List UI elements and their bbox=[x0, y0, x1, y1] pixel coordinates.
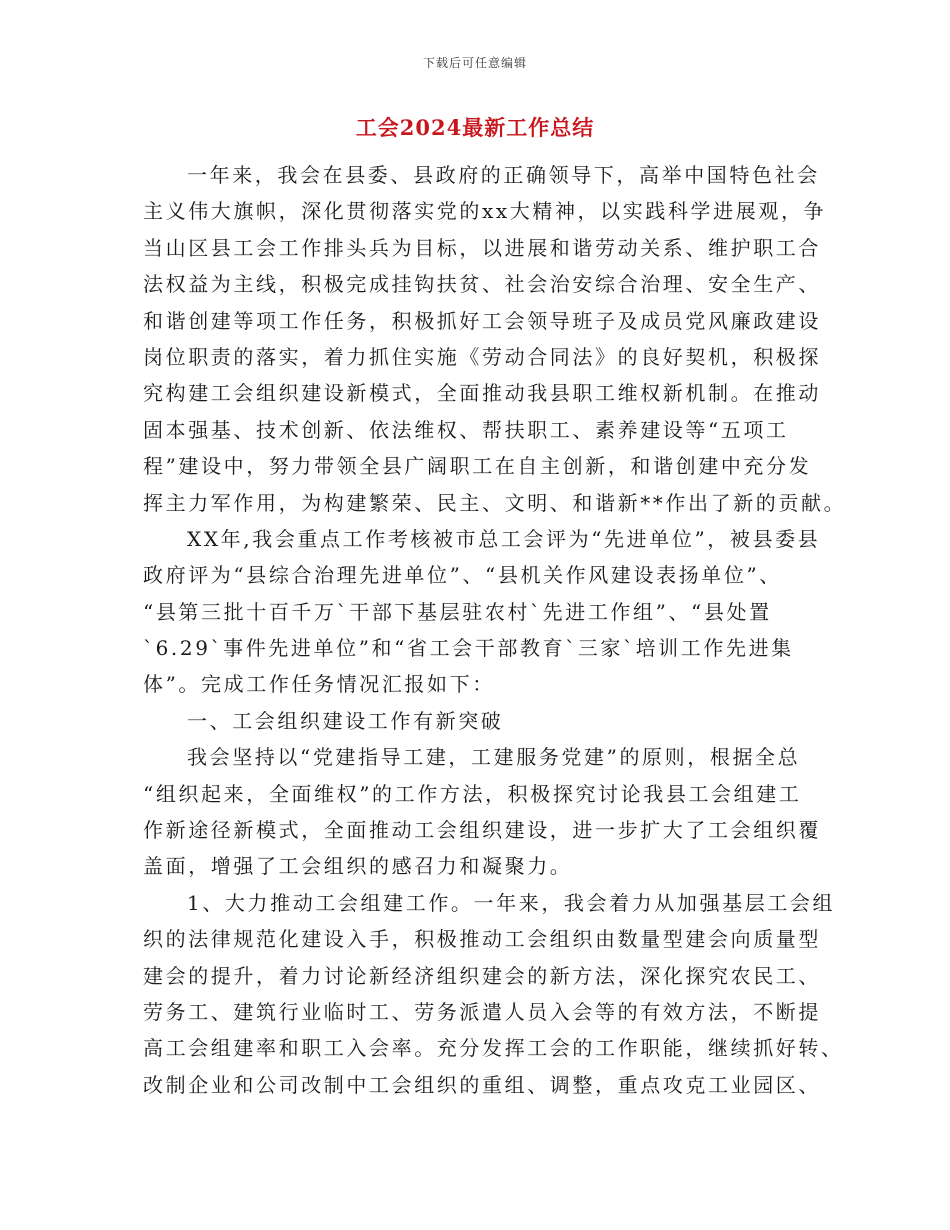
body-line: 一年来，我会在县委、县政府的正确领导下，高举中国特色社会 bbox=[187, 163, 820, 187]
body-line: 程”建设中，努力带领全县广阔职工在自主创新，和谐创建中充分发 bbox=[143, 454, 812, 479]
body-line: 岗位职责的落实，着力抓住实施《劳动合同法》的良好契机，积极探 bbox=[143, 344, 821, 369]
body-line: XX年,我会重点工作考核被市总工会评为“先进单位”，被县委县 bbox=[187, 526, 821, 551]
body-line: “组织起来，全面维权”的工作方法，积极探究讨论我县工会组建工 bbox=[143, 781, 802, 806]
body-line: 织的法律规范化建设入手，积极推动工会组织由数量型建会向质量型 bbox=[143, 927, 821, 952]
body-line: 作新途径新模式，全面推动工会组织建设，进一步扩大了工会组织覆 bbox=[143, 818, 821, 843]
body-line: 劳务工、建筑行业临时工、劳务派遣人员入会等的有效方法，不断提 bbox=[143, 999, 821, 1024]
body-line: 盖面，增强了工会组织的感召力和凝聚力。 bbox=[143, 854, 573, 879]
body-line: 当山区县工会工作排头兵为目标，以进展和谐劳动关系、维护职工合 bbox=[143, 235, 821, 260]
body-line: 究构建工会组织建设新模式，全面推动我县职工维权新机制。在推动 bbox=[143, 381, 821, 406]
body-line: 体”。完成工作任务情况汇报如下： bbox=[143, 672, 495, 697]
body-line: 高工会组建率和职工入会率。充分发挥工会的工作职能，继续抓好转、 bbox=[143, 1036, 844, 1061]
body-line: “县第三批十百千万`干部下基层驻农村`先进工作组”、“县处置 bbox=[143, 599, 772, 624]
body-line: 法权益为主线，积极完成挂钩扶贫、社会治安综合治理、安全生产、 bbox=[143, 272, 821, 297]
body-line: 我会坚持以“党建指导工建，工建服务党建”的原则，根据全总 bbox=[187, 745, 801, 770]
body-line: 建会的提升，着力讨论新经济组织建会的新方法，深化探究农民工、 bbox=[143, 963, 821, 988]
body-line: 主义伟大旗帜，深化贯彻落实党的xx大精神，以实践科学进展观，争 bbox=[143, 199, 827, 224]
body-line: 一、工会组织建设工作有新突破 bbox=[187, 708, 504, 733]
body-line: 挥主力军作用，为构建繁荣、民主、文明、和谐新**作出了新的贡献。 bbox=[143, 490, 847, 515]
body-line: `6.29`事件先进单位”和“省工会干部教育`三家`培训工作先进集 bbox=[143, 636, 794, 661]
document-title: 工会2024最新工作总结 bbox=[355, 115, 595, 140]
body-line: 1、大力推动工会组建工作。一年来，我会着力从加强基层工会组 bbox=[187, 890, 836, 915]
page-header-note: 下载后可任意编辑 bbox=[422, 56, 527, 70]
body-line: 改制企业和公司改制中工会组织的重组、调整，重点攻克工业园区、 bbox=[143, 1072, 821, 1097]
body-line: 固本强基、技术创新、依法维权、帮扶职工、素养建设等“五项工 bbox=[143, 417, 789, 442]
body-line: 和谐创建等项工作任务，积极抓好工会领导班子及成员党风廉政建设 bbox=[143, 308, 821, 333]
body-line: 政府评为“县综合治理先进单位”、“县机关作风建设表扬单位”、 bbox=[143, 563, 782, 588]
document-body bbox=[143, 157, 847, 1103]
